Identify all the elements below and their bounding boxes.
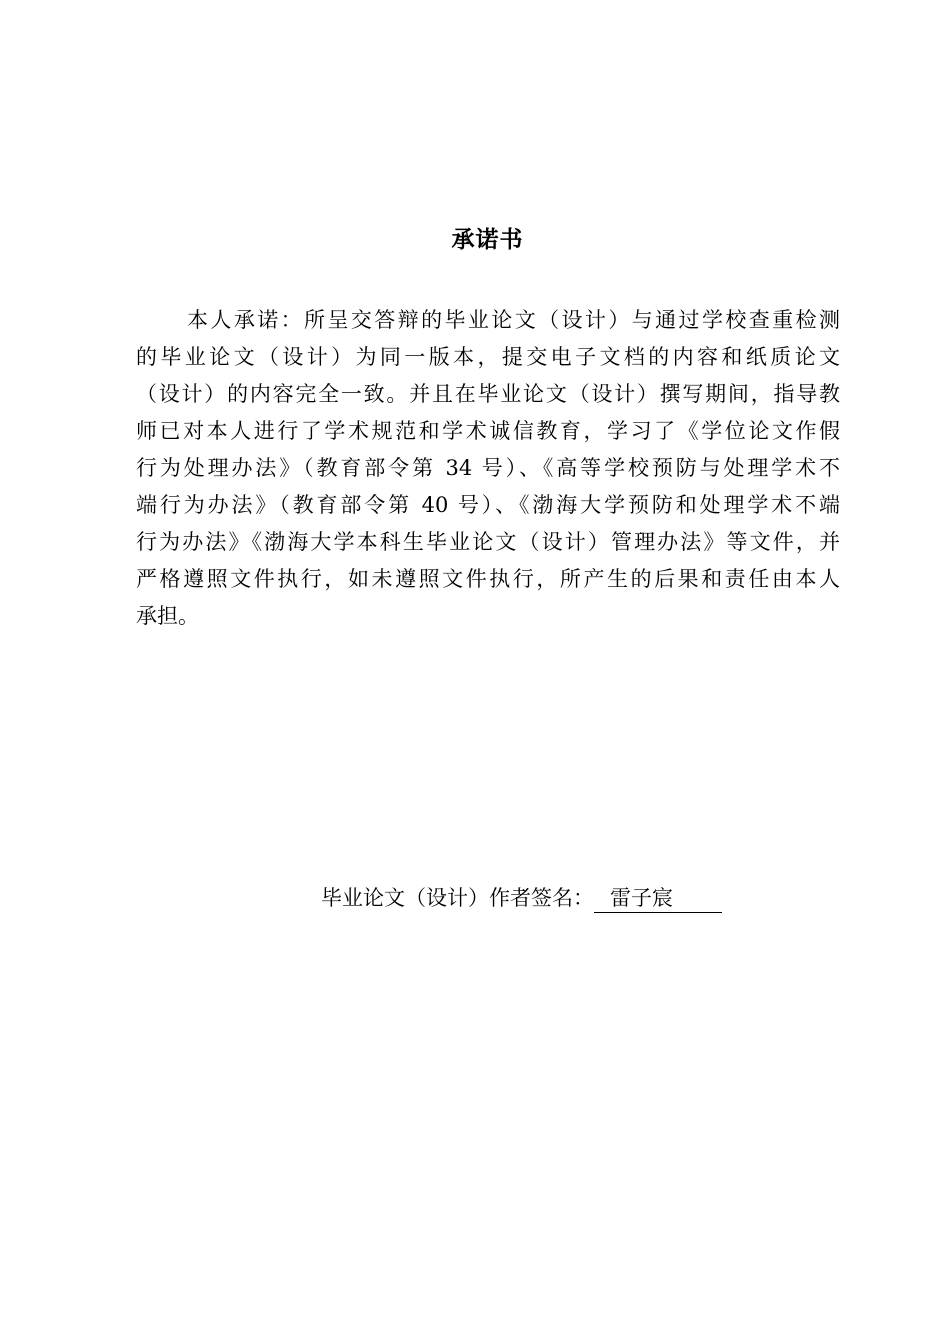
body-line: 严格遵照文件执行，如未遵照文件执行，所产生的后果和责任由本人 (136, 567, 840, 591)
body-line: 本人承诺：所呈交答辩的毕业论文（设计）与通过学校查重检测 (187, 308, 840, 332)
pledge-body (136, 302, 840, 635)
body-line: 承担。 (136, 604, 199, 628)
body-line: 行为办法》《渤海大学本科生毕业论文（设计）管理办法》等文件，并 (136, 530, 840, 554)
signature-name: 雷子宸 (594, 884, 722, 913)
body-line: 行为处理办法》（教育部令第 34 号）、《高等学校预防与处理学术不 (136, 456, 840, 480)
body-line: （设计）的内容完全一致。并且在毕业论文（设计）撰写期间，指导教 (136, 382, 840, 406)
page-title: 承诺书 (451, 227, 524, 253)
signature-label: 毕业论文（设计）作者签名： (321, 886, 594, 910)
signature-block (321, 880, 722, 916)
body-line: 师已对本人进行了学术规范和学术诚信教育，学习了《学位论文作假 (136, 419, 840, 443)
body-line: 的毕业论文（设计）为同一版本，提交电子文档的内容和纸质论文 (136, 345, 840, 369)
body-line: 端行为办法》（教育部令第 40 号）、《渤海大学预防和处理学术不端 (136, 493, 840, 517)
